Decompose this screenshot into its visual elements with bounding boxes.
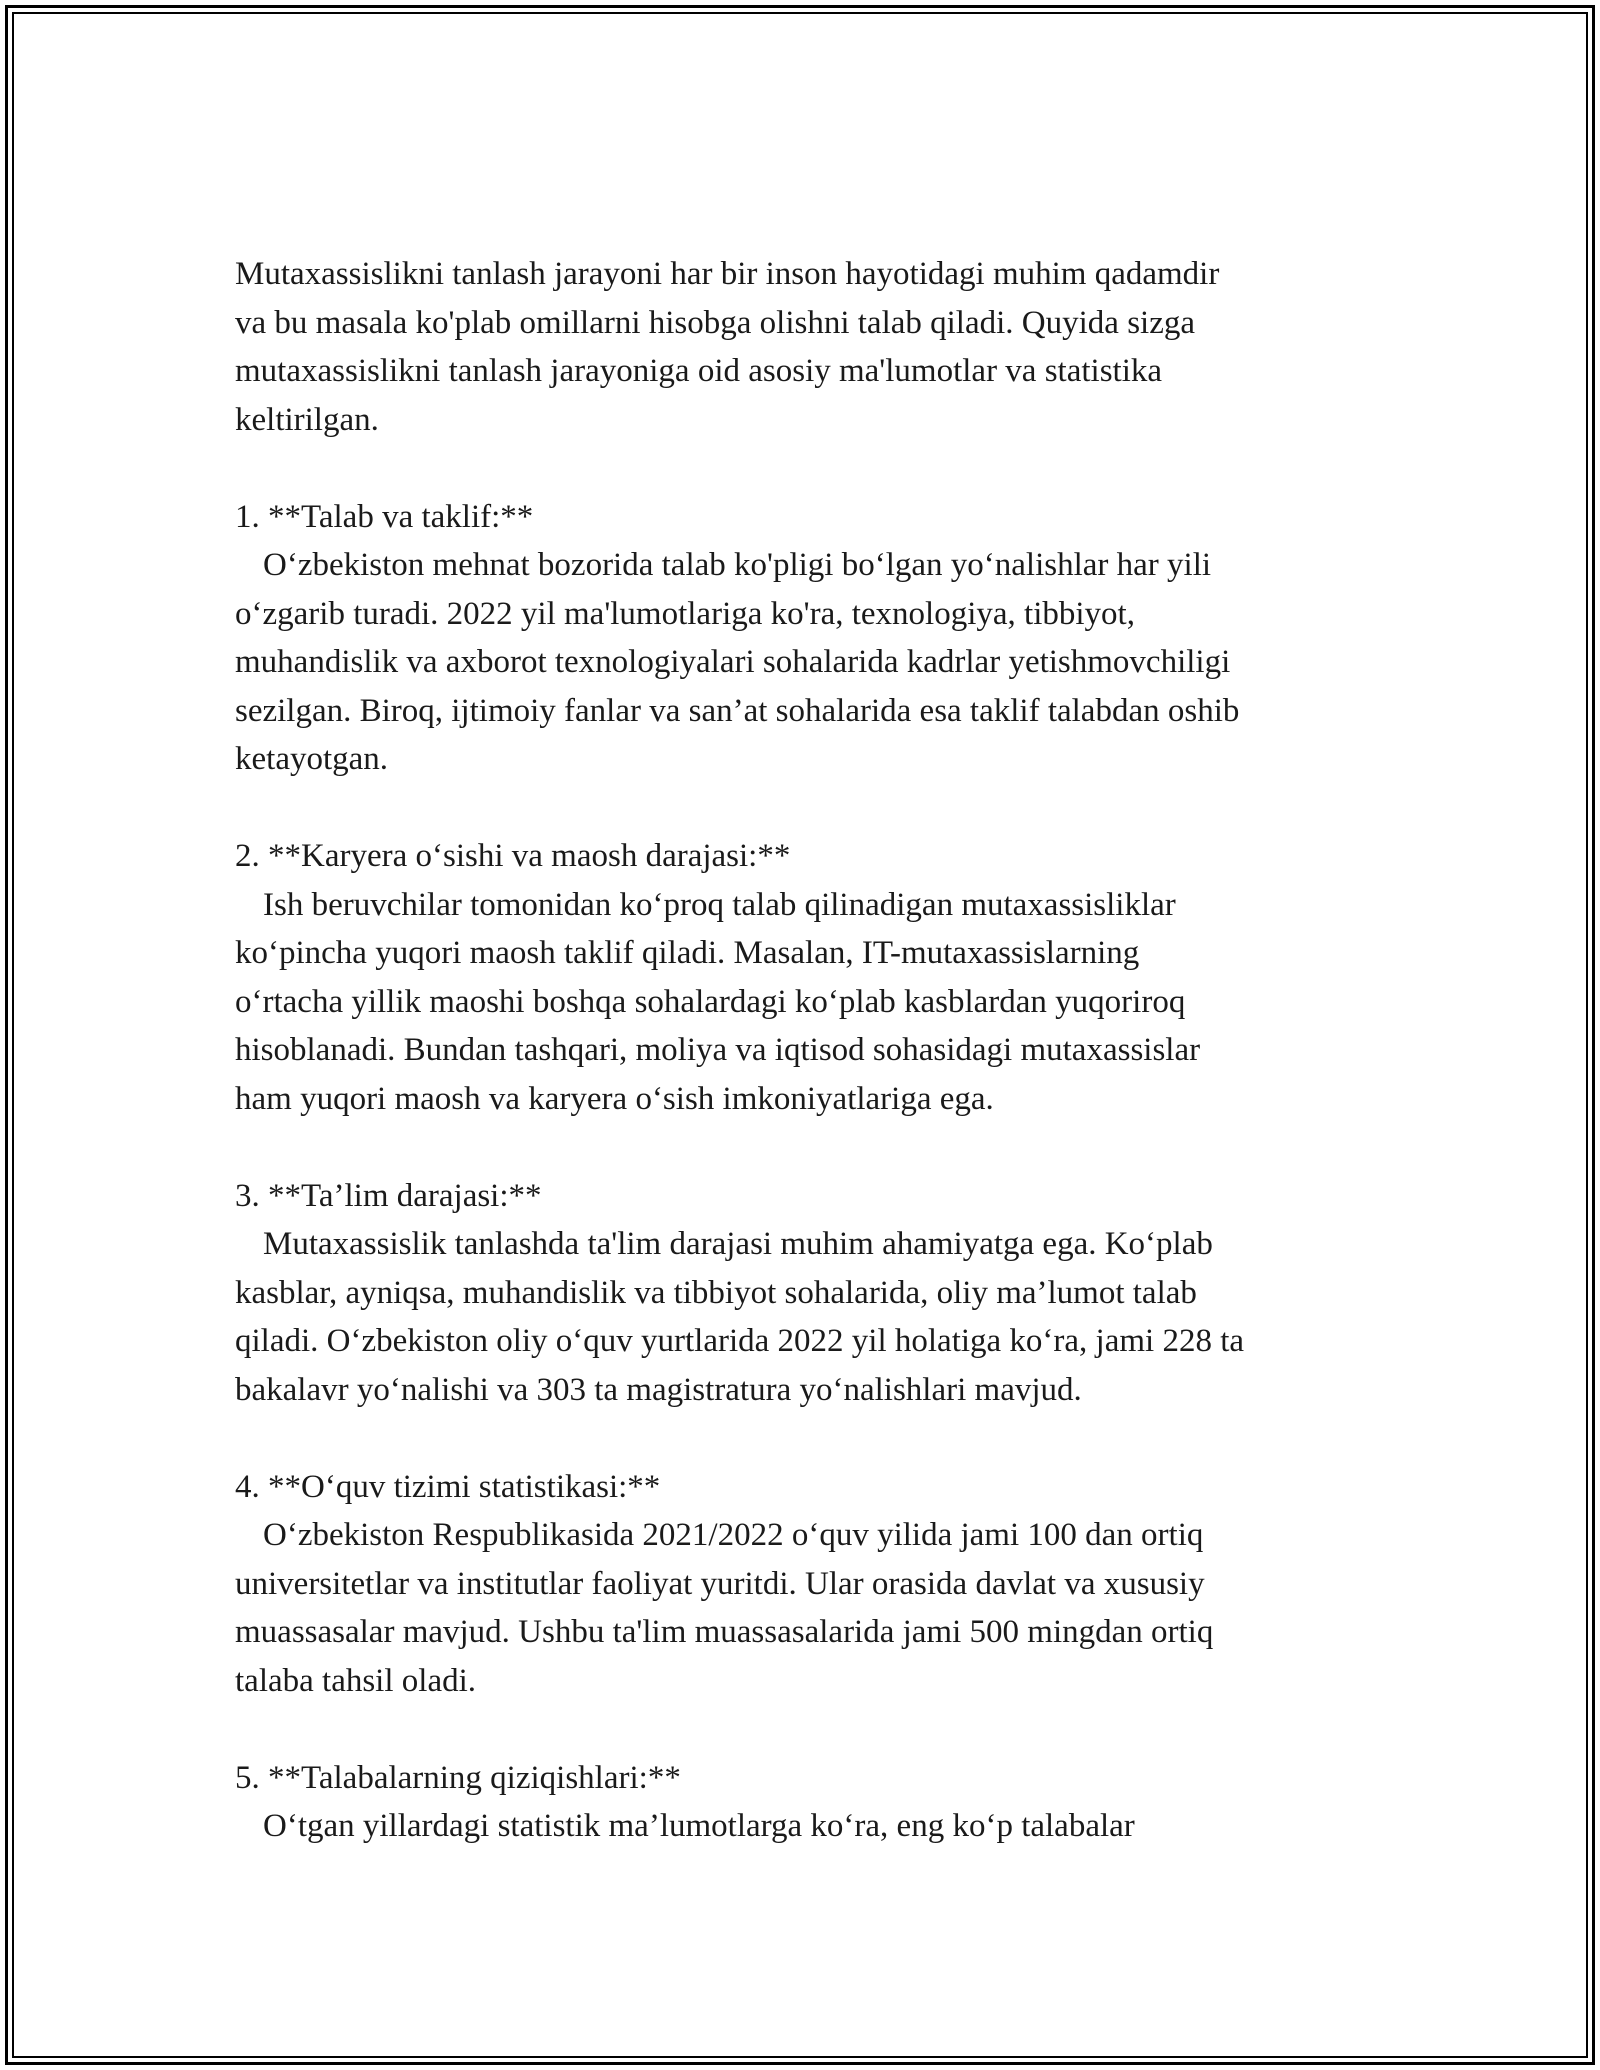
section-line: O‘zbekiston Respublikasida 2021/2022 o‘quv yilida jami 100 dan ortiq	[263, 1517, 1204, 1553]
paragraph-spacer	[235, 444, 1395, 493]
paragraph-spacer	[235, 784, 1395, 833]
intro-line: keltirilgan.	[235, 401, 379, 438]
intro-line: mutaxassislikni tanlash jarayoniga oid asosiy ma'lumotlar va statistika	[235, 353, 1163, 389]
section-heading: 2. **Karyera o‘sishi va maosh darajasi:**	[235, 838, 791, 874]
section-line: O‘zbekiston mehnat bozorida talab ko'pligi bo‘lgan yo‘nalishlar har yili	[263, 547, 1212, 583]
section-line: universitetlar va institutlar faoliyat yuritdi. Ular orasida davlat va xususiy	[235, 1565, 1205, 1602]
intro-line: Mutaxassislikni tanlash jarayoni har bir inson hayotidagi muhim qadamdir	[235, 256, 1220, 292]
section-heading: 4. **O‘quv tizimi statistikasi:**	[235, 1468, 661, 1505]
intro-line: va bu masala ko'plab omillarni hisobga olishni talab qiladi. Quyida sizga	[235, 304, 1195, 341]
section-line: talaba tahsil oladi.	[235, 1662, 477, 1699]
section-line: bakalavr yo‘nalishi va 303 ta magistratura yo‘nalishlari mavjud.	[235, 1371, 1082, 1408]
paragraph-spacer	[235, 1705, 1395, 1754]
section-line: o‘zgarib turadi. 2022 yil ma'lumotlariga ko'ra, texnologiya, tibbiyot,	[235, 595, 1135, 632]
section-line: hisoblanadi. Bundan tashqari, moliya va iqtisod sohasidagi mutaxassislar	[235, 1032, 1201, 1068]
section-line: muhandislik va axborot texnologiyalari sohalarida kadrlar yetishmovchiligi	[235, 644, 1231, 680]
paragraph-spacer	[235, 1414, 1395, 1463]
section-line: Ish beruvchilar tomonidan ko‘proq talab qilinadigan mutaxassisliklar	[263, 886, 1176, 923]
section-heading: 3. **Ta’lim darajasi:**	[235, 1177, 542, 1214]
section-line: o‘rtacha yillik maoshi boshqa sohalardagi ko‘plab kasblardan yuqoriroq	[235, 983, 1186, 1020]
section-line: Mutaxassislik tanlashda ta'lim darajasi muhim ahamiyatga ega. Ko‘plab	[263, 1226, 1213, 1262]
document-body	[235, 250, 1395, 1851]
section-line: muassasalar mavjud. Ushbu ta'lim muassasalarida jami 500 mingdan ortiq	[235, 1614, 1214, 1650]
section-line: ham yuqori maosh va karyera o‘sish imkoniyatlariga ega.	[235, 1080, 994, 1117]
section-line: qiladi. O‘zbekiston oliy o‘quv yurtlarida 2022 yil holatiga ko‘ra, jami 228 ta	[235, 1323, 1245, 1359]
section-line: O‘tgan yillardagi statistik ma’lumotlarga ko‘ra, eng ko‘p talabalar	[263, 1808, 1135, 1844]
section-line: ko‘pincha yuqori maosh taklif qiladi. Masalan, IT-mutaxassislarning	[235, 935, 1140, 971]
section-line: ketayotgan.	[235, 741, 389, 777]
section-heading: 1. **Talab va taklif:**	[235, 498, 534, 535]
section-line: kasblar, ayniqsa, muhandislik va tibbiyot sohalarida, oliy ma’lumot talab	[235, 1274, 1197, 1311]
section-line: sezilgan. Biroq, ijtimoiy fanlar va san’at sohalarida esa taklif talabdan oshib	[235, 692, 1240, 729]
section-heading: 5. **Talabalarning qiziqishlari:**	[235, 1759, 681, 1796]
paragraph-spacer	[235, 1123, 1395, 1172]
